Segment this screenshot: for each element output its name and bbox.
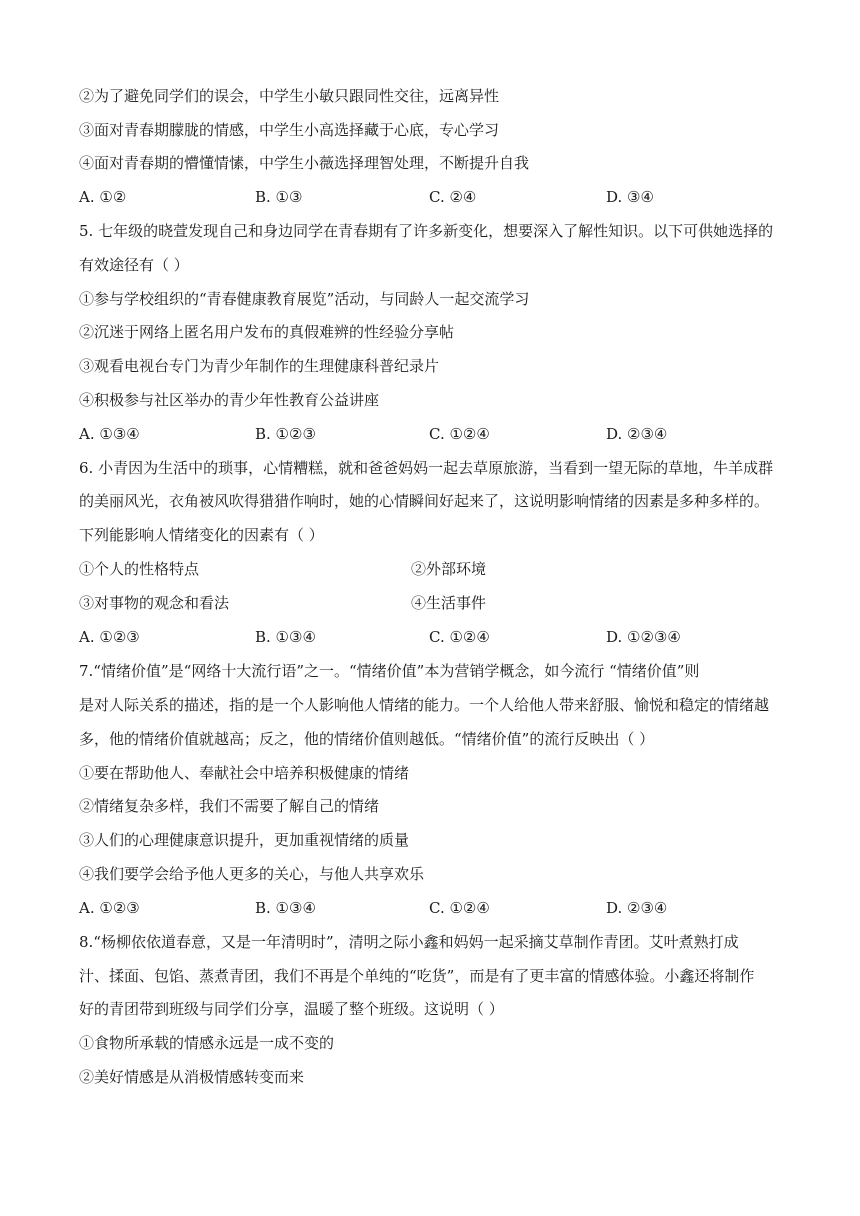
q8-stem-line-2: 汁、揉面、包馅、蒸煮青团，我们不再是个单纯的“吃货”，而是有了更丰富的情感体验。小鑫还将制作 <box>79 967 755 985</box>
q7-stem-line-3: 多，他的情绪价值就越高；反之，他的情绪价值则越低。“情绪价值”的流行反映出（ ） <box>79 730 655 748</box>
q8-stem-line-3: 好的青团带到班级与同学们分享，温暖了整个班级。这说明（ ） <box>79 1000 504 1018</box>
q7-item-3: ③人们的心理健康意识提升，更加重视情绪的质量 <box>79 831 410 849</box>
q6-item-3: ③对事物的观念和看法 <box>79 594 230 612</box>
q8-stem-line-1: 8.“杨柳依依道春意，又是一年清明时”，清明之际小鑫和妈妈一起采摘艾草制作青团。艾叶煮熟打成 <box>79 933 739 951</box>
q7-option-d: D. ②③④ <box>606 899 668 917</box>
q6-option-d: D. ①②③④ <box>606 628 681 646</box>
q5-option-b: B. ①②③ <box>255 425 316 443</box>
q6-item-1: ①个人的性格特点 <box>79 560 200 578</box>
q6-stem-line-2: 的美丽风光，衣角被风吹得猎猎作响时，她的心情瞬间好起来了，这说明影响情绪的因素是多种多样的。 <box>79 492 770 510</box>
q5-option-a: A. ①③④ <box>79 425 140 443</box>
q4-item-2: ②为了避免同学们的误会，中学生小敏只跟同性交往，远离异性 <box>79 87 500 105</box>
q5-item-2: ②沉迷于网络上匿名用户发布的真假难辨的性经验分享帖 <box>79 323 455 341</box>
q7-item-1: ①要在帮助他人、奉献社会中培养积极健康的情绪 <box>79 764 410 782</box>
q8-item-1: ①食物所承载的情感永远是一成不变的 <box>79 1034 335 1052</box>
q6-options <box>79 627 799 647</box>
q5-option-d: D. ②③④ <box>606 425 668 443</box>
q5-options <box>79 424 799 444</box>
q6-stem-line-3: 下列能影响人情绪变化的因素有（ ） <box>79 526 324 544</box>
q7-item-2: ②情绪复杂多样，我们不需要了解自己的情绪 <box>79 797 380 815</box>
q7-option-c: C. ①②④ <box>429 899 490 917</box>
q7-option-b: B. ①③④ <box>255 899 316 917</box>
q6-items-row-2 <box>79 593 799 613</box>
q7-stem-line-1: 7.“情绪价值”是“网络十大流行语”之一。“情绪价值”本为营销学概念，如今流行 “情绪价值”则 <box>79 662 700 680</box>
q4-option-c: C. ②④ <box>429 188 477 206</box>
q5-option-c: C. ①②④ <box>429 425 490 443</box>
q5-item-4: ④积极参与社区举办的青少年性教育公益讲座 <box>79 391 380 409</box>
q6-stem-line-1: 6. 小青因为生活中的琐事，心情糟糕，就和爸爸妈妈一起去草原旅游，当看到一望无际的草地，牛羊成群 <box>79 459 774 477</box>
q6-item-2: ②外部环境 <box>411 560 487 578</box>
q5-stem-line-1: 5. 七年级的晓萱发现自己和身边同学在青春期有了许多新变化，想要深入了解性知识。以下可供她选择的 <box>79 222 774 240</box>
q7-option-a: A. ①②③ <box>79 899 140 917</box>
q4-options <box>79 187 799 207</box>
q6-items-row-1 <box>79 559 799 579</box>
q7-options <box>79 898 799 918</box>
q5-stem-line-2: 有效途径有（ ） <box>79 256 189 274</box>
q5-item-1: ①参与学校组织的“青春健康教育展览”活动，与同龄人一起交流学习 <box>79 290 530 308</box>
q8-item-2: ②美好情感是从消极情感转变而来 <box>79 1068 305 1086</box>
q4-item-3: ③面对青春期朦胧的情感，中学生小高选择藏于心底，专心学习 <box>79 121 500 139</box>
q5-item-3: ③观看电视台专门为青少年制作的生理健康科普纪录片 <box>79 357 440 375</box>
q4-item-4: ④面对青春期的懵懂情愫，中学生小薇选择理智处理，不断提升自我 <box>79 154 530 172</box>
q4-option-b: B. ①③ <box>255 188 303 206</box>
q6-item-4: ④生活事件 <box>411 594 487 612</box>
q4-option-d: D. ③④ <box>606 188 654 206</box>
q6-option-a: A. ①②③ <box>79 628 140 646</box>
q6-option-c: C. ①②④ <box>429 628 490 646</box>
q7-item-4: ④我们要学会给予他人更多的关心，与他人共享欢乐 <box>79 865 425 883</box>
q6-option-b: B. ①③④ <box>255 628 316 646</box>
q4-option-a: A. ①② <box>79 188 127 206</box>
q7-stem-line-2: 是对人际关系的描述，指的是一个人影响他人情绪的能力。一个人给他人带来舒服、愉悦和稳定的情绪越 <box>79 696 770 714</box>
